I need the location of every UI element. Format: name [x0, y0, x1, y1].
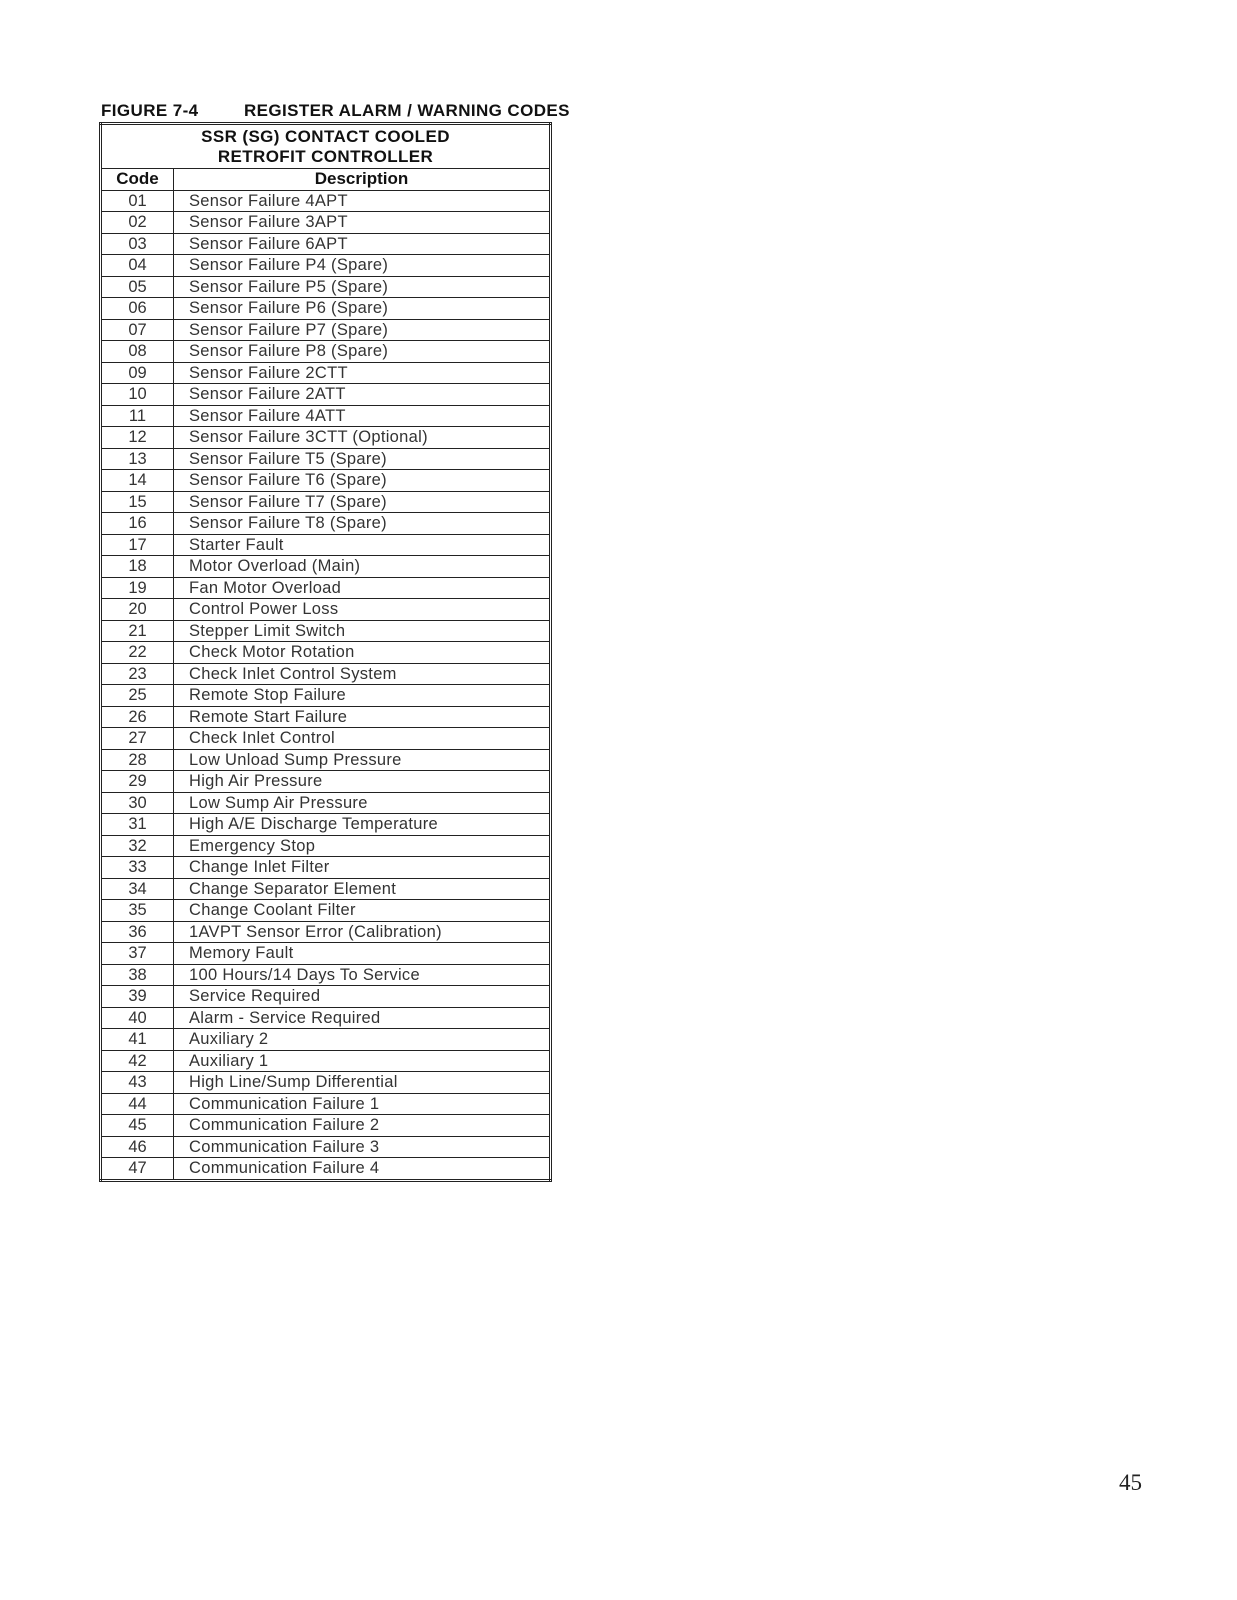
table-title [101, 124, 551, 169]
table-row [101, 964, 551, 986]
alarm-description: Communication Failure 3 [174, 1136, 551, 1158]
alarm-description: Sensor Failure T5 (Spare) [174, 448, 551, 470]
alarm-code: 09 [101, 362, 174, 384]
table-row [101, 792, 551, 814]
alarm-code: 19 [101, 577, 174, 599]
table-row [101, 599, 551, 621]
table-row [101, 298, 551, 320]
alarm-description: Communication Failure 4 [174, 1158, 551, 1181]
table-row [101, 620, 551, 642]
alarm-code: 05 [101, 276, 174, 298]
alarm-description: Auxiliary 2 [174, 1029, 551, 1051]
alarm-description: Sensor Failure 4APT [174, 190, 551, 212]
alarm-description: High Line/Sump Differential [174, 1072, 551, 1094]
alarm-code: 43 [101, 1072, 174, 1094]
table-title-line-2: RETROFIT CONTROLLER [217, 147, 434, 166]
alarm-description: Sensor Failure 4ATT [174, 405, 551, 427]
table-row [101, 470, 551, 492]
alarm-code: 06 [101, 298, 174, 320]
alarm-description: Sensor Failure P5 (Spare) [174, 276, 551, 298]
table-row [101, 1158, 551, 1181]
table-row [101, 1029, 551, 1051]
table-row [101, 771, 551, 793]
alarm-code: 10 [101, 384, 174, 406]
table-row [101, 1093, 551, 1115]
alarm-code: 34 [101, 878, 174, 900]
table-row [101, 427, 551, 449]
alarm-description: Auxiliary 1 [174, 1050, 551, 1072]
alarm-code: 45 [101, 1115, 174, 1137]
table-row [101, 233, 551, 255]
alarm-code: 14 [101, 470, 174, 492]
table-row [101, 362, 551, 384]
alarm-description: Change Coolant Filter [174, 900, 551, 922]
alarm-description: 1AVPT Sensor Error (Calibration) [174, 921, 551, 943]
table-row [101, 319, 551, 341]
alarm-description: Fan Motor Overload [174, 577, 551, 599]
alarm-code: 30 [101, 792, 174, 814]
alarm-code: 15 [101, 491, 174, 513]
table-row [101, 448, 551, 470]
alarm-code: 38 [101, 964, 174, 986]
alarm-description: Control Power Loss [174, 599, 551, 621]
alarm-code: 17 [101, 534, 174, 556]
alarm-description: Sensor Failure T8 (Spare) [174, 513, 551, 535]
column-header-code: Code [101, 169, 174, 191]
alarm-code: 26 [101, 706, 174, 728]
alarm-description: Remote Start Failure [174, 706, 551, 728]
alarm-code: 25 [101, 685, 174, 707]
table-body [101, 190, 551, 1180]
table-row [101, 900, 551, 922]
alarm-code: 22 [101, 642, 174, 664]
alarm-code: 32 [101, 835, 174, 857]
alarm-description: Alarm - Service Required [174, 1007, 551, 1029]
table-row [101, 513, 551, 535]
alarm-description: Sensor Failure 6APT [174, 233, 551, 255]
alarm-description: Sensor Failure 2ATT [174, 384, 551, 406]
alarm-description: Sensor Failure P8 (Spare) [174, 341, 551, 363]
alarm-code: 12 [101, 427, 174, 449]
alarm-description: Memory Fault [174, 943, 551, 965]
table-header-row [101, 169, 551, 191]
alarm-code: 21 [101, 620, 174, 642]
alarm-description: Service Required [174, 986, 551, 1008]
table-row [101, 706, 551, 728]
alarm-description: Sensor Failure 2CTT [174, 362, 551, 384]
alarm-code: 41 [101, 1029, 174, 1051]
alarm-description: Change Inlet Filter [174, 857, 551, 879]
alarm-description: Communication Failure 2 [174, 1115, 551, 1137]
alarm-description: Communication Failure 1 [174, 1093, 551, 1115]
table-row [101, 1050, 551, 1072]
table-row [101, 276, 551, 298]
alarm-description: Motor Overload (Main) [174, 556, 551, 578]
alarm-code: 04 [101, 255, 174, 277]
alarm-description: Sensor Failure 3CTT (Optional) [174, 427, 551, 449]
alarm-description: Remote Stop Failure [174, 685, 551, 707]
alarm-code: 37 [101, 943, 174, 965]
table-row [101, 341, 551, 363]
alarm-code: 44 [101, 1093, 174, 1115]
alarm-code: 36 [101, 921, 174, 943]
alarm-description: Sensor Failure P6 (Spare) [174, 298, 551, 320]
alarm-code: 31 [101, 814, 174, 836]
alarm-description: Low Sump Air Pressure [174, 792, 551, 814]
table-row [101, 384, 551, 406]
table-row [101, 1007, 551, 1029]
table-row [101, 943, 551, 965]
figure-caption [101, 101, 570, 121]
alarm-code: 39 [101, 986, 174, 1008]
alarm-code: 18 [101, 556, 174, 578]
table-row [101, 1115, 551, 1137]
table-row [101, 921, 551, 943]
table-title-row [101, 124, 551, 169]
alarm-code: 29 [101, 771, 174, 793]
alarm-description: Check Inlet Control [174, 728, 551, 750]
alarm-code: 03 [101, 233, 174, 255]
table-row [101, 190, 551, 212]
figure-title: REGISTER ALARM / WARNING CODES [244, 101, 570, 120]
table-row [101, 534, 551, 556]
page-number: 45 [1119, 1470, 1142, 1495]
table-row [101, 1072, 551, 1094]
alarm-description: Check Motor Rotation [174, 642, 551, 664]
table-row [101, 556, 551, 578]
table-row [101, 857, 551, 879]
table-row [101, 663, 551, 685]
table-row [101, 212, 551, 234]
alarm-code: 11 [101, 405, 174, 427]
alarm-code: 20 [101, 599, 174, 621]
table-row [101, 685, 551, 707]
alarm-code: 16 [101, 513, 174, 535]
alarm-description: Sensor Failure P4 (Spare) [174, 255, 551, 277]
alarm-code: 35 [101, 900, 174, 922]
alarm-description: Starter Fault [174, 534, 551, 556]
alarm-description: Emergency Stop [174, 835, 551, 857]
table-row [101, 1136, 551, 1158]
alarm-description: Sensor Failure T6 (Spare) [174, 470, 551, 492]
alarm-code: 47 [101, 1158, 174, 1181]
alarm-code: 01 [101, 190, 174, 212]
alarm-code: 46 [101, 1136, 174, 1158]
alarm-code: 08 [101, 341, 174, 363]
alarm-code: 07 [101, 319, 174, 341]
table-row [101, 835, 551, 857]
alarm-description: 100 Hours/14 Days To Service [174, 964, 551, 986]
alarm-code: 40 [101, 1007, 174, 1029]
alarm-code: 02 [101, 212, 174, 234]
alarm-code: 33 [101, 857, 174, 879]
table-row [101, 749, 551, 771]
table-row [101, 491, 551, 513]
alarm-description: Sensor Failure T7 (Spare) [174, 491, 551, 513]
table-row [101, 405, 551, 427]
alarm-description: Stepper Limit Switch [174, 620, 551, 642]
alarm-description: Sensor Failure P7 (Spare) [174, 319, 551, 341]
figure-number: FIGURE 7-4 [101, 101, 199, 120]
alarm-description: Check Inlet Control System [174, 663, 551, 685]
table-row [101, 986, 551, 1008]
table-row [101, 728, 551, 750]
alarm-description: High Air Pressure [174, 771, 551, 793]
alarm-code: 23 [101, 663, 174, 685]
table-row [101, 814, 551, 836]
table-row [101, 878, 551, 900]
alarm-code: 13 [101, 448, 174, 470]
alarm-codes-table [99, 122, 552, 1182]
alarm-code: 28 [101, 749, 174, 771]
table-row [101, 577, 551, 599]
alarm-description: Change Separator Element [174, 878, 551, 900]
table-row [101, 255, 551, 277]
column-header-description: Description [174, 169, 551, 191]
alarm-code: 27 [101, 728, 174, 750]
alarm-code: 42 [101, 1050, 174, 1072]
table-title-line-1: SSR (SG) CONTACT COOLED [201, 127, 450, 146]
alarm-description: Low Unload Sump Pressure [174, 749, 551, 771]
alarm-description: Sensor Failure 3APT [174, 212, 551, 234]
table-row [101, 642, 551, 664]
alarm-description: High A/E Discharge Temperature [174, 814, 551, 836]
